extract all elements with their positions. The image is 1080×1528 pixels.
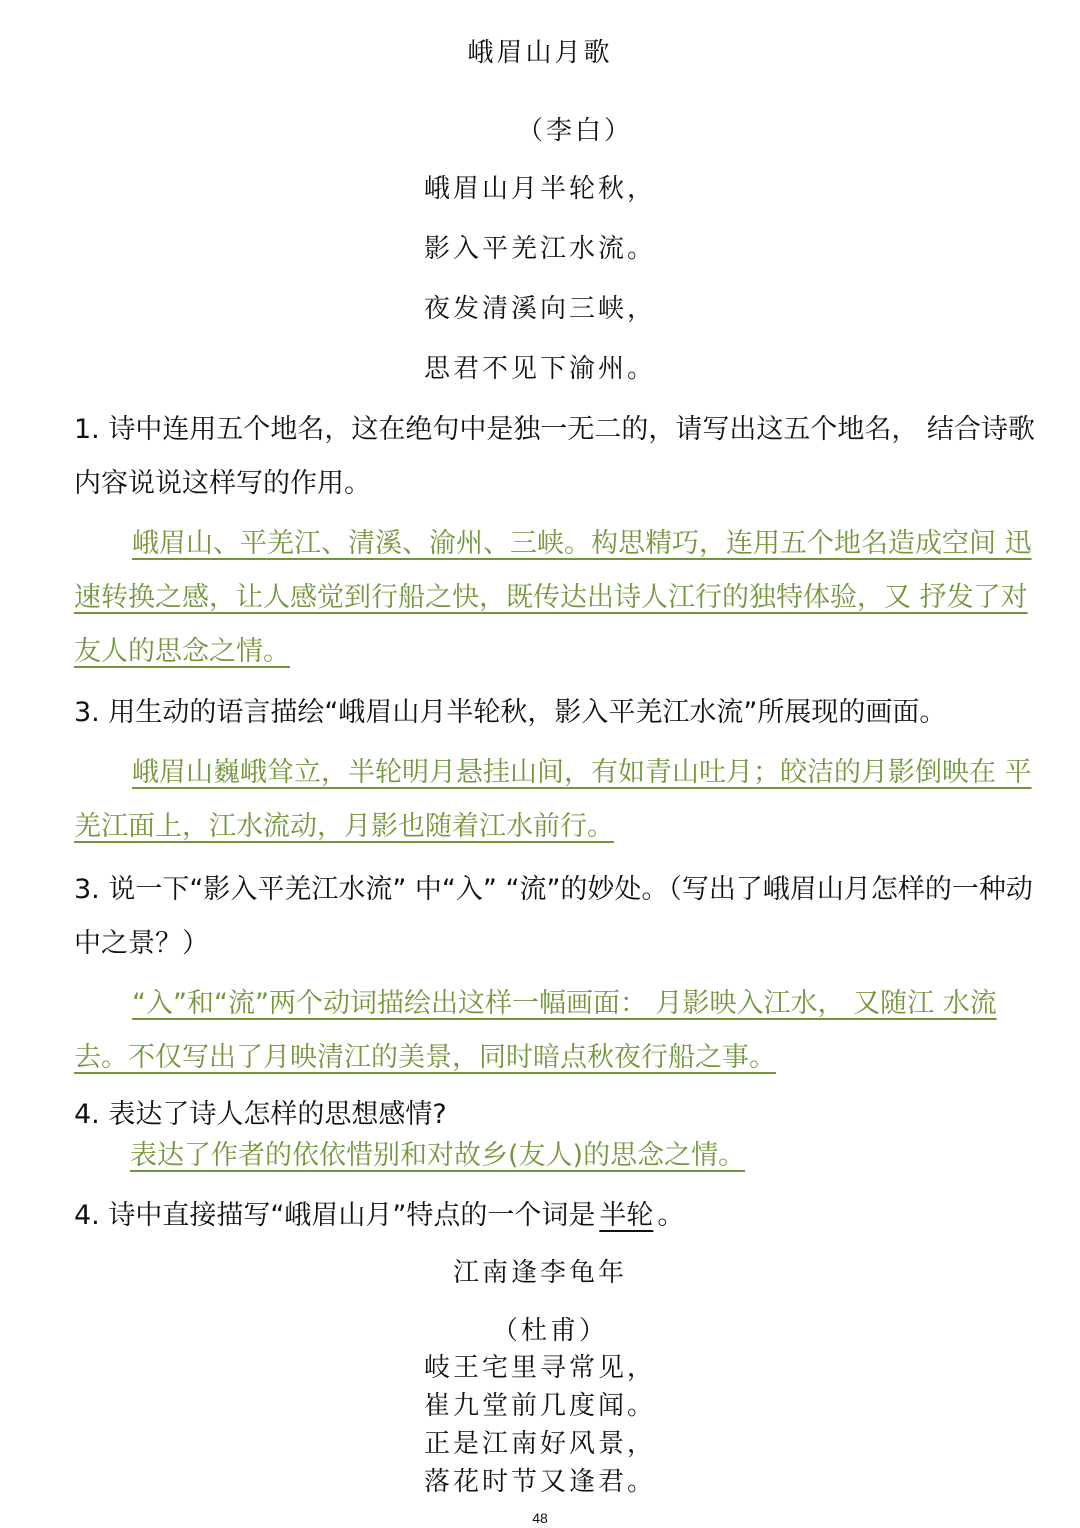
answer-3: “入”和“流”两个动词描绘出这样一幅画面： 月影映入江水， 又随江 水流去。不仅写出了月映清江的美景，同时暗点秋夜行船之事。 <box>74 988 997 1073</box>
page-number: 48 <box>532 1510 548 1526</box>
answer-5-fill: 半轮 <box>599 1200 654 1231</box>
poem1-line: 峨眉山月半轮秋， <box>423 174 656 204</box>
poem2-line: 正是江南好风景， <box>423 1429 656 1459</box>
poem1-author: （李白） <box>516 116 633 146</box>
question-1: 1. 诗中连用五个地名，这在绝句中是独一无二的，请写出这五个地名， 结合诗歌内容说说这样写的作用。 <box>74 414 1035 499</box>
answer-2: 峨眉山巍峨耸立，半轮明月悬挂山间，有如青山吐月；皎洁的月影倒映在 平羌江面上，江水流动，月影也随着江水前行。 <box>74 757 1032 842</box>
question-2: 3. 用生动的语言描绘“峨眉山月半轮秋，影入平羌江水流”所展现的画面。 <box>74 697 947 728</box>
poem2-line: 岐王宅里寻常见， <box>423 1353 656 1383</box>
poem1-line: 影入平羌江水流。 <box>423 234 656 264</box>
question-5-suffix: 。 <box>657 1200 685 1231</box>
poem1-line: 夜发清溪向三峡， <box>423 294 656 324</box>
answer-4: 表达了作者的依依惜别和对故乡(友人)的思念之情。 <box>130 1140 746 1171</box>
poem2-author: （杜甫） <box>491 1316 608 1346</box>
question-3: 3. 说一下“影入平羌江水流” 中“入” “流”的妙处。（写出了峨眉山月怎样的一种动中之景？） <box>74 874 1033 959</box>
question-5 <box>74 1189 1039 1243</box>
poem2-line: 落花时节又逢君。 <box>423 1467 656 1497</box>
answer-1: 峨眉山、平羌江、清溪、渝州、三峡。构思精巧，连用五个地名造成空间 迅速转换之感，让人感觉到行船之快，既传达出诗人江行的独特体验，又 抒发了对友人的思念之情。 <box>74 528 1032 667</box>
question-4: 4. 表达了诗人怎样的思想感情? <box>74 1099 447 1130</box>
poem2-title: 江南逢李龟年 <box>452 1258 627 1288</box>
poem1-title: 峨眉山月歌 <box>467 38 613 68</box>
poem2-line: 崔九堂前几度闻。 <box>423 1391 656 1421</box>
poem1-line: 思君不见下渝州。 <box>423 354 656 384</box>
question-5-text: 4. 诗中直接描写“峨眉山月”特点的一个词是 <box>74 1200 596 1231</box>
